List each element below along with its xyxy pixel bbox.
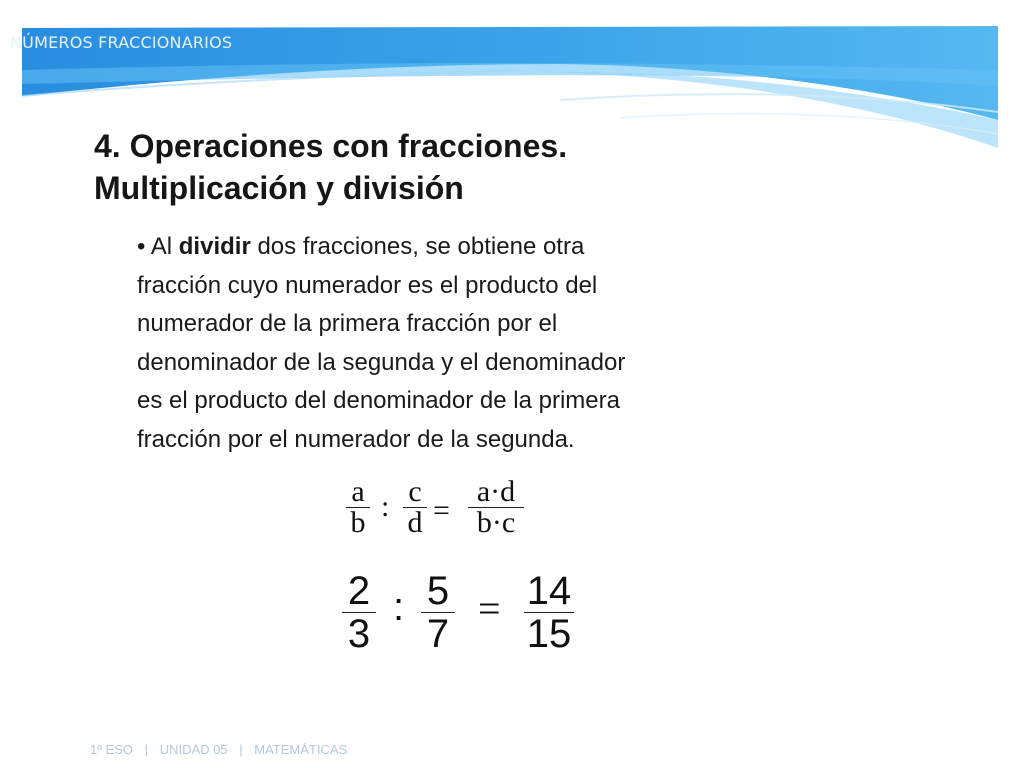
fraction-c-over-d [403,477,427,538]
numerator: a [351,475,365,508]
footer-unit: UNIDAD 05 [159,742,228,757]
slide-title-line-2: Multiplicación y división [94,170,464,206]
paragraph-line-1-rest: dos fracciones, se obtiene otra [250,233,585,260]
numerator: 2 [347,569,371,613]
numerator: 14 [526,569,572,613]
paragraph-line-5: es el producto del denominador de la primera [137,387,620,414]
paragraph-line-2: fracción cuyo numerador es el producto del [137,271,598,299]
denominator: 15 [526,612,572,656]
fraction-2-over-3 [342,570,376,655]
slide-title [94,125,567,209]
footer-course: 1º ESO [90,742,134,757]
fraction-result-general [468,477,524,538]
denominator: 3 [347,612,371,656]
explanation-paragraph [137,228,797,459]
equals-sign: = [478,586,501,631]
footer-separator: | [239,742,243,757]
paragraph-line-6: fracción por el numerador de la segunda. [137,425,575,453]
section-label: NÚMEROS FRACCIONARIOS [10,33,233,52]
denominator: 7 [426,612,450,656]
equals-sign: = [433,494,450,527]
numerator: a·d [476,475,516,508]
numerator: 5 [426,569,450,613]
footer-subject: MATEMÁTICAS [254,742,348,757]
fraction-5-over-7 [421,570,455,655]
slide-title-line-1: 4. Operaciones con fracciones. [94,128,568,164]
paragraph-line-4: denominador de la segunda y el denominador [137,348,626,376]
footer-separator: | [144,742,149,757]
numerator: c [408,475,422,508]
denominator: d [407,506,423,539]
bullet: • [137,233,146,260]
denominator: b [350,506,366,539]
fraction-14-over-15 [524,570,574,655]
paragraph-prefix: Al [145,233,179,260]
keyword-dividir: dividir [178,233,251,260]
divide-sign: : [393,585,405,629]
denominator: b·c [476,506,516,539]
fraction-a-over-b [346,477,370,538]
paragraph-line-1 [137,228,797,267]
paragraph-line-3: numerador de la primera fracción por el [137,310,558,337]
slide-footer [90,742,355,757]
divide-sign: : [381,490,390,523]
